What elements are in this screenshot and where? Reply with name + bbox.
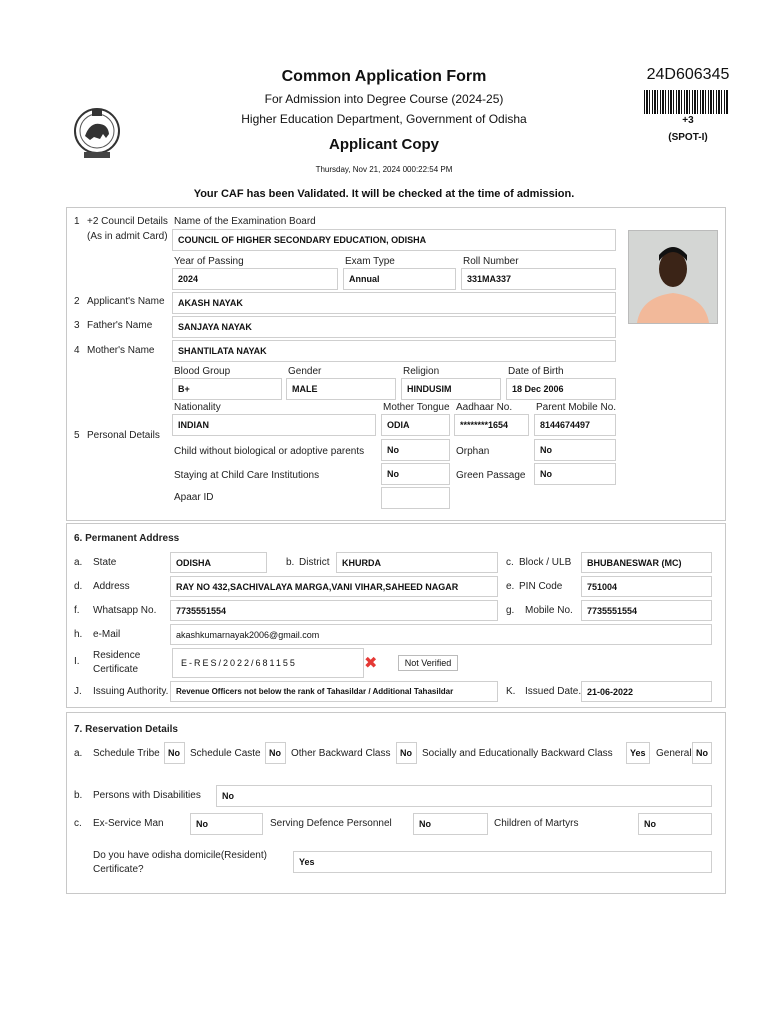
year-label: Year of Passing — [174, 256, 244, 267]
st-field: No — [164, 742, 185, 764]
applicant-photo — [628, 230, 718, 324]
block-field: BHUBANESWAR (MC) — [581, 552, 712, 573]
row-letter: h. — [74, 629, 83, 640]
form-id: 24D606345 — [646, 66, 730, 83]
phase-label: (SPOT-I) — [668, 132, 708, 143]
esm-field: No — [190, 813, 263, 835]
aadhaar-label: Aadhaar No. — [456, 402, 513, 413]
sc-label: Schedule Caste — [190, 748, 261, 759]
email-label: e-Mail — [93, 629, 121, 640]
row-letter: g. — [506, 605, 515, 616]
form-subtitle-1: For Admission into Degree Course (2024-25) — [264, 92, 504, 106]
whatsapp-field: 7735551554 — [170, 600, 498, 621]
issued-date-field: 21-06-2022 — [581, 681, 712, 702]
address-field: RAY NO 432,SACHIVALAYA MARGA,VANI VIHAR,SAHEED NAGAR — [170, 576, 498, 597]
row-letter: c. — [74, 818, 82, 829]
blood-field: B+ — [172, 378, 282, 400]
whatsapp-label: Whatsapp No. — [93, 605, 157, 616]
sc-field: No — [265, 742, 286, 764]
district-field: KHURDA — [336, 552, 498, 573]
care-label: Staying at Child Care Institutions — [174, 470, 320, 481]
row-letter: a. — [74, 748, 83, 759]
roll-field: 331MA337 — [461, 268, 616, 290]
gender-field: MALE — [286, 378, 396, 400]
personal-details-label: Personal Details — [87, 430, 160, 441]
residence-label-2: Certificate — [93, 664, 139, 675]
apaar-field — [381, 487, 450, 509]
row-letter: b. — [286, 557, 295, 568]
child-label: Child without biological or adoptive parents — [174, 446, 365, 457]
pin-field: 751004 — [581, 576, 712, 597]
applicant-name-field: AKASH NAYAK — [172, 292, 616, 314]
row-number: 3 — [74, 320, 80, 331]
sebc-field: Yes — [626, 742, 650, 764]
row-number: 1 — [74, 216, 80, 227]
row-letter: e. — [506, 581, 515, 592]
com-label: Children of Martyrs — [494, 818, 579, 829]
district-label: District — [299, 557, 330, 568]
row-letter: I. — [74, 656, 80, 667]
council-sublabel: (As in admit Card) — [87, 231, 168, 242]
st-label: Schedule Tribe — [93, 748, 160, 759]
obc-field: No — [396, 742, 417, 764]
row-letter: d. — [74, 581, 83, 592]
mother-tongue-field: ODIA — [381, 414, 450, 436]
address-section-title: 6. Permanent Address — [74, 533, 180, 544]
nationality-label: Nationality — [174, 402, 221, 413]
dob-label: Date of Birth — [508, 366, 564, 377]
stream-label: +3 — [682, 115, 694, 126]
row-number: 2 — [74, 296, 80, 307]
green-passage-label: Green Passage — [456, 470, 526, 481]
residence-label: Residence — [93, 650, 141, 661]
mother-tongue-label: Mother Tongue — [383, 402, 450, 413]
validation-notice: Your CAF has been Validated. It will be checked at the time of admission. — [193, 188, 575, 200]
sdp-field: No — [413, 813, 488, 835]
row-number: 4 — [74, 345, 80, 356]
pin-label: PIN Code — [519, 581, 563, 592]
mother-name-field: SHANTILATA NAYAK — [172, 340, 616, 362]
mother-name-label: Mother's Name — [87, 345, 155, 356]
authority-label: Issuing Authority. — [93, 686, 169, 697]
copy-title: Applicant Copy — [328, 136, 439, 153]
parent-mobile-label: Parent Mobile No. — [536, 402, 617, 413]
applicant-name-label: Applicant's Name — [87, 296, 165, 307]
barcode — [644, 90, 728, 114]
mobile-field: 7735551554 — [581, 600, 712, 621]
state-label: State — [93, 557, 117, 568]
nationality-field: INDIAN — [172, 414, 376, 436]
block-label: Block / ULB — [519, 557, 572, 568]
gender-label: Gender — [288, 366, 322, 377]
care-field: No — [381, 463, 450, 485]
mobile-label: Mobile No. — [525, 605, 573, 616]
council-label: +2 Council Details — [87, 216, 168, 227]
dob-field: 18 Dec 2006 — [506, 378, 616, 400]
apaar-label: Apaar ID — [174, 492, 214, 503]
address-label: Address — [93, 581, 130, 592]
parent-mobile-field: 8144674497 — [534, 414, 616, 436]
board-label: Name of the Examination Board — [174, 216, 316, 227]
aadhaar-field: ********1654 — [454, 414, 529, 436]
board-field: COUNCIL OF HIGHER SECONDARY EDUCATION, ODISHA — [172, 229, 616, 251]
row-letter: b. — [74, 790, 83, 801]
exam-field: Annual — [343, 268, 456, 290]
child-field: No — [381, 439, 450, 461]
orphan-label: Orphan — [456, 446, 490, 457]
cross-icon: ✖ — [364, 655, 378, 672]
exam-label: Exam Type — [345, 256, 395, 267]
sdp-label: Serving Defence Personnel — [270, 818, 392, 829]
pwd-field: No — [216, 785, 712, 807]
green-passage-field: No — [534, 463, 616, 485]
religion-field: HINDUSIM — [401, 378, 501, 400]
residence-field: E-RES/2022/681155 — [172, 648, 364, 678]
roll-label: Roll Number — [463, 256, 519, 267]
authority-field: Revenue Officers not below the rank of Tahasildar / Additional Tahasildar — [170, 681, 498, 702]
father-name-label: Father's Name — [87, 320, 153, 331]
state-field: ODISHA — [170, 552, 267, 573]
row-letter: a. — [74, 557, 83, 568]
year-field: 2024 — [172, 268, 338, 290]
general-field: No — [692, 742, 712, 764]
orphan-field: No — [534, 439, 616, 461]
domicile-label-2: Certificate? — [93, 864, 144, 875]
row-letter: c. — [506, 557, 514, 568]
obc-label: Other Backward Class — [291, 748, 391, 759]
email-field: akashkumarnayak2006@gmail.com — [170, 624, 712, 645]
row-letter: J. — [74, 686, 82, 697]
verification-badge: Not Verified — [398, 655, 458, 671]
sebc-label: Socially and Educationally Backward Class — [422, 748, 613, 759]
form-subtitle-2: Higher Education Department, Government of Odisha — [241, 112, 527, 126]
row-letter: f. — [74, 605, 80, 616]
timestamp: Thursday, Nov 21, 2024 000:22:54 PM — [315, 165, 453, 174]
domicile-field: Yes — [293, 851, 712, 873]
issued-date-label: Issued Date. — [525, 686, 582, 697]
form-title: Common Application Form — [281, 68, 487, 85]
domicile-label: Do you have odisha domicile(Resident) — [93, 850, 267, 861]
father-name-field: SANJAYA NAYAK — [172, 316, 616, 338]
esm-label: Ex-Service Man — [93, 818, 164, 829]
blood-label: Blood Group — [174, 366, 231, 377]
row-letter: K. — [506, 686, 516, 697]
general-label: General — [656, 748, 692, 759]
religion-label: Religion — [403, 366, 440, 377]
reservation-section-title: 7. Reservation Details — [74, 724, 178, 735]
com-field: No — [638, 813, 712, 835]
row-number: 5 — [74, 430, 80, 441]
pwd-label: Persons with Disabilities — [93, 790, 201, 801]
